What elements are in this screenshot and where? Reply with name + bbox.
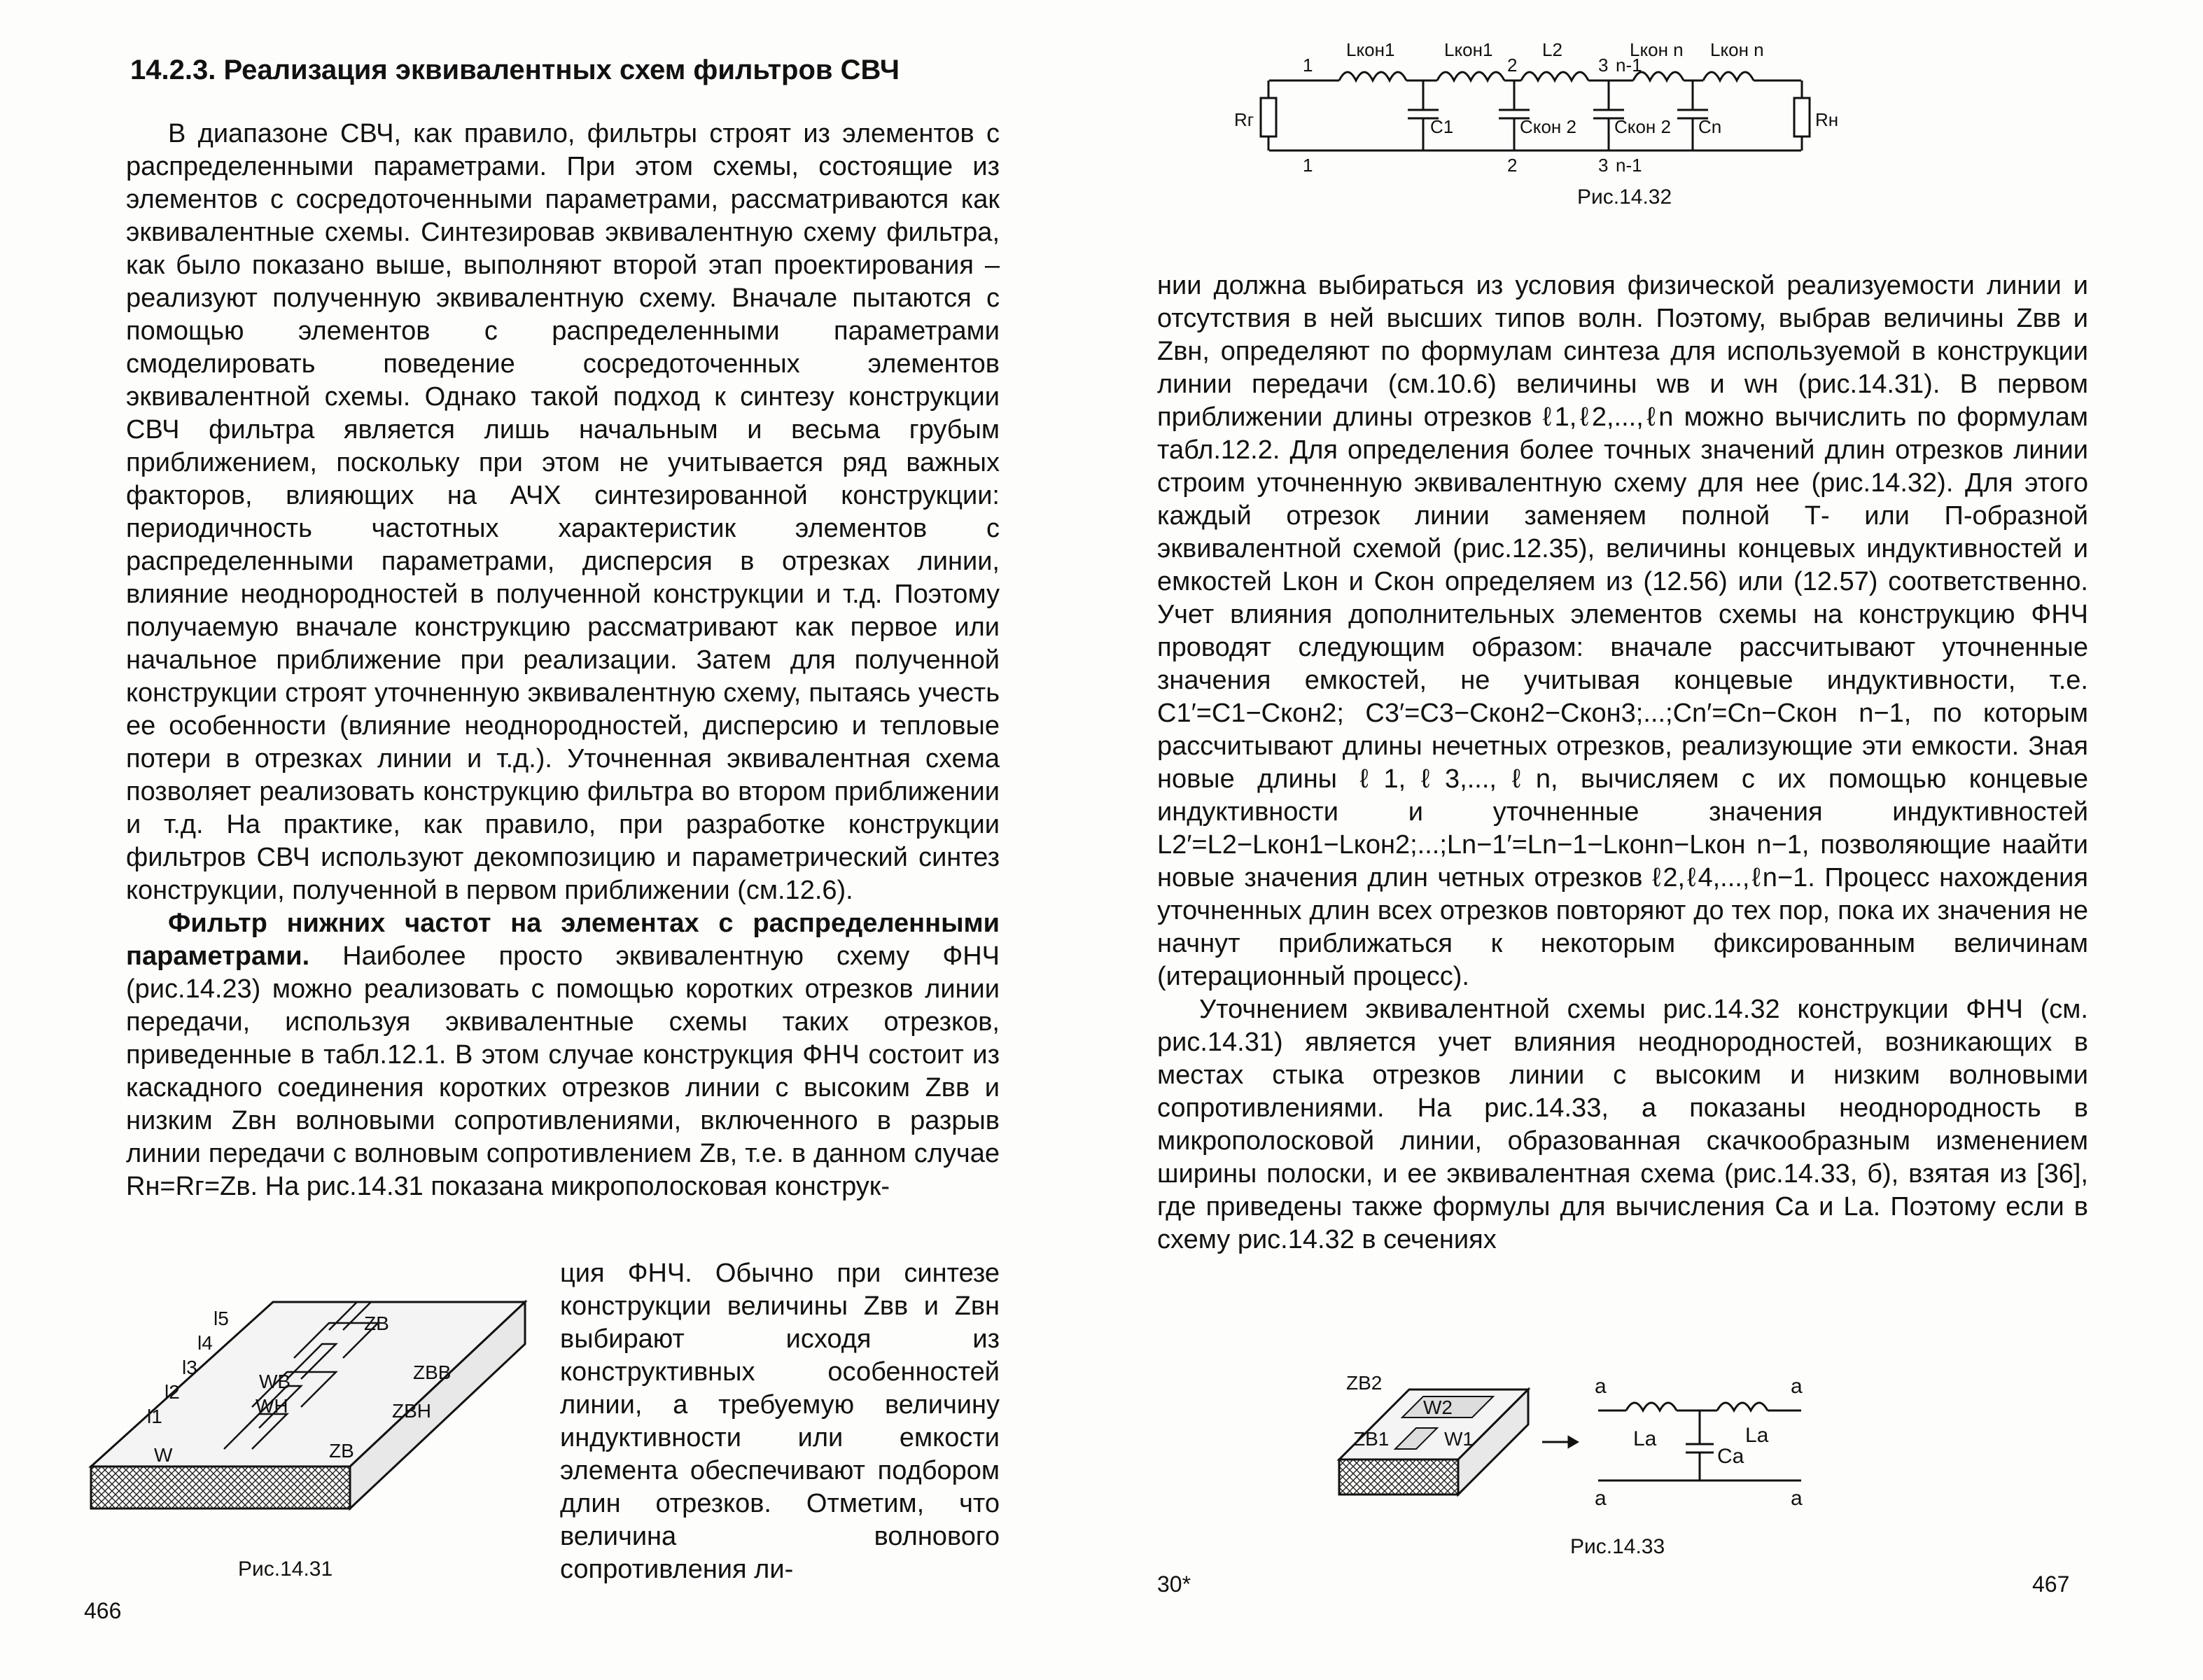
label-la-right: La	[1745, 1424, 1769, 1447]
paragraph-continuation: нии должна выбираться из условия физической реализуемости линии и отсутствия в ней высших типов волн. Поэтому, выбрав величины Zвв и Zвн, определяют по формулам синтеза для используемой в конструкции линии передачи (см.10.6) величины wв и wн (рис.14.31). В первом приближении длины отрезков ℓ1,ℓ2,...,ℓn можно вычислить по формулам табл.12.2. Для определения более точных значений длин отрезков линии строим уточненную эквивалентную схему для нее (рис.14.32). Для этого каждый отрезок линии заменяем полной Т- или П-образной эквивалентной схемой (рис.12.35), величины концевых индуктивностей и емкостей Lкон и Cкон определяем из (12.56) или (12.57) соответственно. Учет влияния дополнительных элементов схемы на конструкцию ФНЧ проводят следующим образом: вначале рассчитывают уточненные значения емкостей, не учитывая концевые индуктивности, т.е. C1′=C1−Cкон2; C3′=C3−Cкон2−Cкон3;...;Cn′=Cn−Cкон n−1, по которым рассчитывают длины нечетных отрезков, реализующие эти емкости. Зная новые длины ℓ1,ℓ3,...,ℓn, вычисляем с их помощью концевые индуктивности и уточненные значения индуктивностей L2′=L2−Lкон1−Lкон2;...;Ln−1′=Ln−1−Lконn−Lкон n−1, позволяющие наайти новые значения длин четных отрезков ℓ2,ℓ4,...,ℓn−1. Процесс нахождения уточненных длин всех отрезков повторяют до тех пор, пока их значения не начнут приближаться к некоторым фиксированным величинам (итерационный процесс).	[1157, 271, 2088, 991]
label-a-top-left: a	[1595, 1375, 1607, 1398]
label-node-n1-top: n-1	[1616, 55, 1642, 76]
label-zvv: ZВВ	[413, 1362, 452, 1383]
page-number-left: 466	[84, 1598, 122, 1623]
label-ckon2-b: Cкон 2	[1614, 116, 1671, 137]
label-cn: Cn	[1698, 116, 1722, 137]
label-lkonn-a: Lкон n	[1630, 39, 1684, 60]
label-w2: W2	[1423, 1396, 1453, 1418]
label-lkon1-b: Lкон1	[1444, 39, 1493, 60]
paragraph-wrap: ция ФНЧ. Обычно при синтезе конструкции величины Zвв и Zвн выбирают исходя из конструктивных особенностей линии, а требуемую величину индуктивности или емкости элемента обеспечивают подбором длин отрезков. Отметим, что величина волнового сопротивления ли-	[560, 1259, 1000, 1584]
label-wn: WН	[256, 1395, 288, 1417]
label-w: W	[154, 1444, 173, 1466]
label-node-n1-bottom: n-1	[1616, 155, 1642, 176]
figure-14-31-microstrip-lpf	[77, 1274, 532, 1540]
label-node2-bottom: 2	[1507, 155, 1518, 176]
label-w1: W1	[1444, 1428, 1474, 1450]
label-l5: l5	[214, 1308, 229, 1329]
label-node2-top: 2	[1507, 55, 1518, 76]
lpf-subheading: Фильтр нижних частот на элементах с распределенными параметрами.	[126, 909, 1000, 971]
paragraph-intro: В диапазоне СВЧ, как правило, фильтры строят из элементов с распределенными параметрами. При этом схемы, состоящие из элементов с сосредоточенными параметрами, рассматриваются как эквивалентные схемы. Синтезировав эквивалентную схему фильтра, как было показано выше, выполняют второй этап проектирования – реализуют полученную эквивалентную схему. Вначале пытаются с помощью элементов с распределенными параметрами смоделировать поведение сосредоточенных элементов эквивалентной схемы. Однако такой подход к синтезу конструкции СВЧ фильтра является лишь начальным и весьма грубым приближением, поскольку при этом не учитывается ряд важных факторов, влияющих на АЧХ синтезированной конструкции: периодичность частотных характеристик элементов с распределенными параметрами, дисперсия в отрезках линии, влияние неоднородностей в полученной конструкции и т.д. Поэтому получаемую вначале конструкцию рассматривают как первое или начальное приближение при реализации. Затем для полученной конструкции строят уточненную эквивалентную схему, пытаясь учесть ее особенности (влияние неоднородностей, дисперсию и тепловые потери в отрезках линии и т.д.). Уточненная эквивалентная схема позволяет реализовать конструкцию фильтра во втором приближении и т.д. На практике, как правило, при разработке конструкции фильтров СВЧ используют декомпозицию и параметрический синтез конструкции, полученной в первом приближении (см.12.6).	[126, 119, 1000, 905]
paragraph-refinement: Уточнением эквивалентной схемы рис.14.32 конструкции ФНЧ (см. рис.14.31) является учет влияния неоднородностей, возникающих в местах стыка отрезков линии с высоким и низким волновыми сопротивлениями. На рис.14.33, а показаны неоднородность в микрополосковой линии, образованная скачкообразным изменением ширины полоски, и ее эквивалентная схема (рис.14.33, б), взятая из [36], где приведены также формулы для вычисления Ca и La. Поэтому если в схему рис.14.32 в сечениях	[1157, 995, 2088, 1254]
figure-14-32-caption: Рис.14.32	[1577, 186, 1672, 209]
label-zvn: ZВН	[392, 1400, 431, 1422]
right-page	[1101, 0, 2203, 1680]
label-node3-top: 3	[1598, 55, 1609, 76]
figure-14-33-caption: Рис.14.33	[1570, 1535, 1665, 1558]
label-a-top-right: a	[1791, 1375, 1803, 1398]
label-ca: Ca	[1717, 1445, 1744, 1468]
label-node1-bottom: 1	[1303, 155, 1313, 176]
label-ckon2-a: Cкон 2	[1520, 116, 1576, 137]
label-wv: WВ	[259, 1371, 291, 1392]
label-lkon1-a: Lкон1	[1346, 39, 1395, 60]
figure-14-32-equivalent-circuit	[1227, 28, 1843, 182]
label-l2: L2	[1542, 39, 1562, 60]
left-wrap-text	[560, 1257, 1000, 1586]
section-heading: 14.2.3. Реализация эквивалентных схем фильтров СВЧ	[130, 55, 900, 85]
left-page	[0, 0, 1101, 1680]
label-la-left: La	[1633, 1427, 1657, 1450]
label-zv-top: ZВ	[364, 1312, 389, 1334]
label-lkonn-b: Lкон n	[1710, 39, 1764, 60]
signature-mark: 30*	[1157, 1572, 1191, 1597]
label-c1: C1	[1430, 116, 1454, 137]
figure-14-31-caption: Рис.14.31	[238, 1558, 333, 1581]
label-rg: Rг	[1234, 109, 1254, 130]
label-zv2: ZВ2	[1346, 1372, 1383, 1394]
label-l1: l1	[147, 1406, 162, 1427]
right-main-text	[1157, 270, 2088, 1256]
page-number-right: 467	[2032, 1572, 2070, 1597]
label-zv-bottom: ZВ	[329, 1440, 354, 1462]
label-node1-top: 1	[1303, 55, 1313, 76]
label-l2: l2	[165, 1381, 180, 1403]
label-l4: l4	[197, 1332, 213, 1354]
label-zv1: ZВ1	[1353, 1428, 1390, 1450]
label-a-bottom-left: a	[1595, 1487, 1607, 1510]
label-node3-bottom: 3	[1598, 155, 1609, 176]
paragraph-lpf	[126, 907, 1000, 1203]
label-rn: Rн	[1815, 109, 1839, 130]
label-l3: l3	[182, 1357, 197, 1378]
left-main-text	[126, 118, 1000, 1203]
lpf-text: Наиболее просто эквивалентную схему ФНЧ (рис.14.23) можно реализовать с помощью коротких отрезков линии передачи, используя эквивалентные схемы таких отрезков, приведенные в табл.12.1. В этом случае конструкция ФНЧ состоит из каскадного соединения коротких отрезков линии с высоким Zвв и низким Zвн волновыми сопротивлениями, включенного в разрыв линии передачи с волновым сопротивлением Zв, т.е. в данном случае Rн=Rг=Zв. На рис.14.31 показана микрополосковая конструк-	[126, 941, 1000, 1201]
label-a-bottom-right: a	[1791, 1487, 1803, 1510]
figure-14-33-step-discontinuity	[1332, 1362, 1962, 1544]
